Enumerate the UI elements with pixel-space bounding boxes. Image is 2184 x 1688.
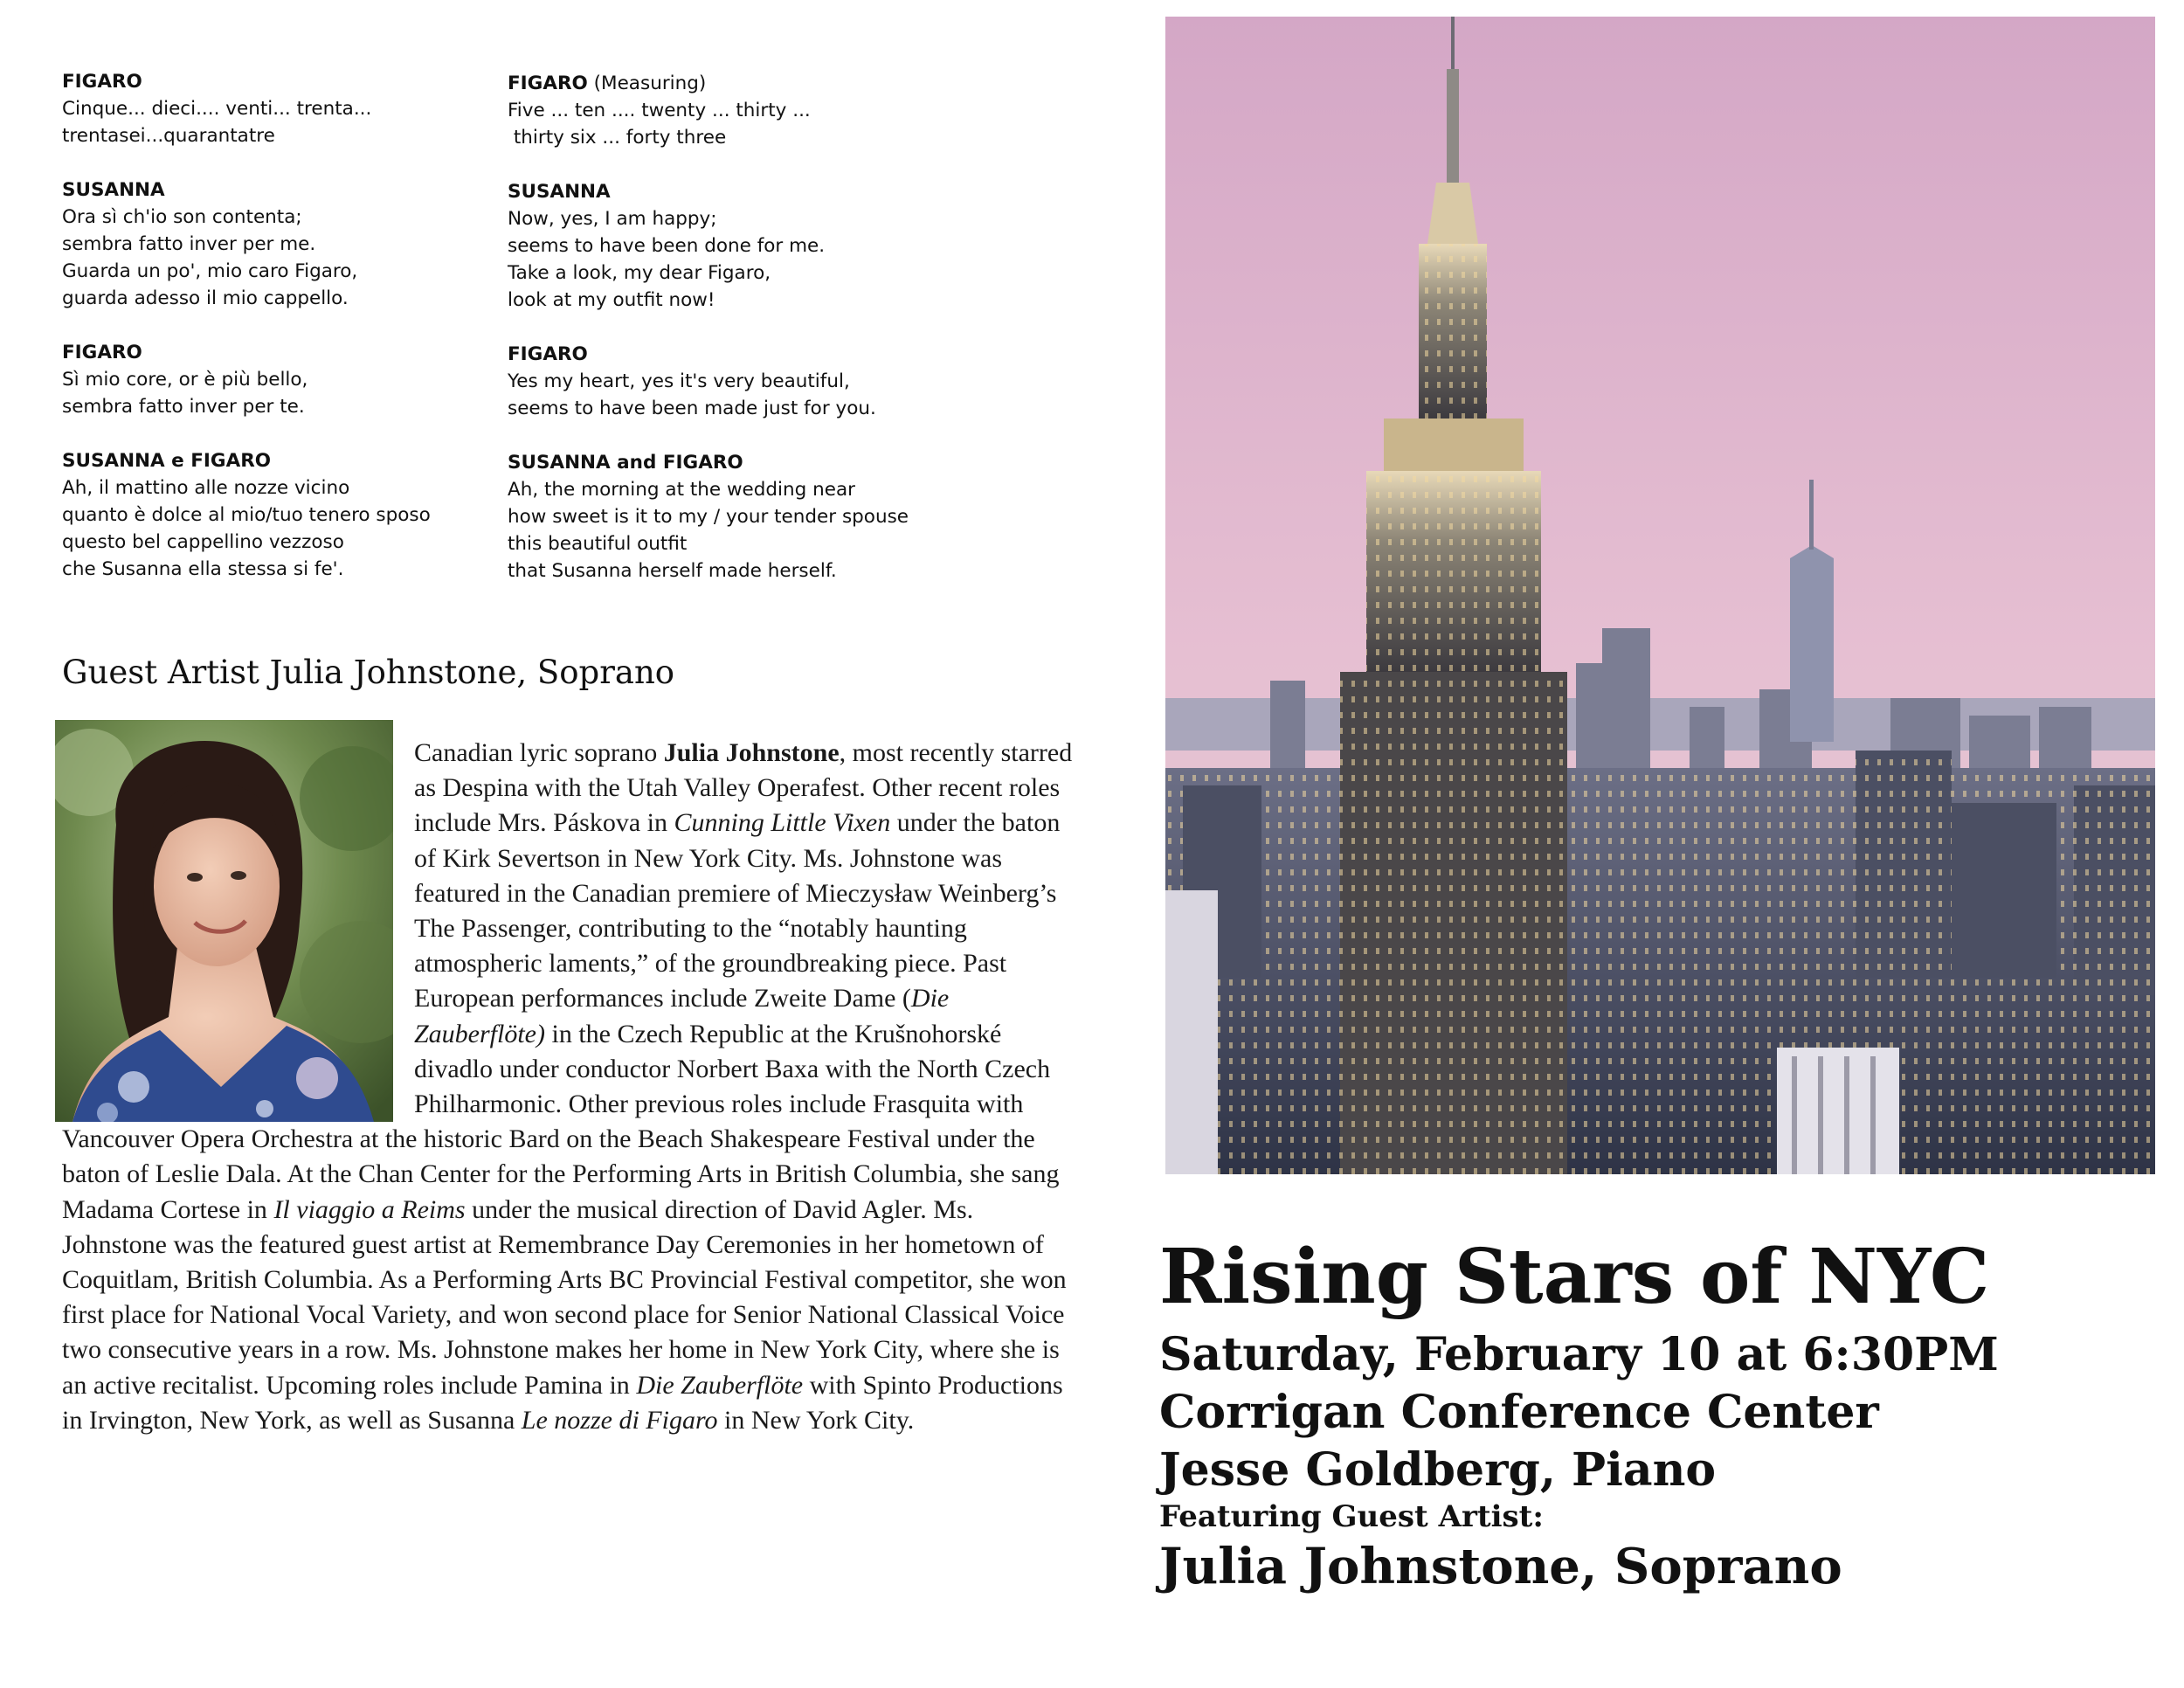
opera-title: Cunning Little Vixen — [674, 808, 891, 838]
english-lyrics-column — [508, 70, 962, 612]
lyric-stanza — [508, 70, 962, 151]
lyric-line: seems to have been made just for you. — [508, 398, 876, 419]
artist-name: Julia Johnstone — [663, 738, 840, 767]
lyric-line: that Susanna herself made herself. — [508, 560, 837, 582]
lyric-line: Take a look, my dear Figaro, — [508, 262, 771, 284]
speaker-name: SUSANNA — [62, 179, 165, 201]
lyric-line: guarda adesso il mio cappello. — [62, 287, 349, 309]
speaker-heading — [508, 70, 962, 97]
lyric-stanza — [62, 176, 481, 312]
lyric-line: trentasei...quarantatre — [62, 125, 275, 147]
city-skyline-photo — [1165, 17, 2155, 1174]
bio-text-run: under the baton of Kirk Severtson in New York City. Ms. Johnstone was featured in the Canadian premiere of Mieczysław Weinberg’s The Passenger, contributing to the “notably haunting atmospheric laments,” of the groundbreaking piece. Past European performances include Zweite Dame ( — [414, 808, 1061, 1013]
event-info — [1159, 1228, 1999, 1599]
opera-title: Die Zauberflöte) — [414, 984, 950, 1048]
lyric-line: Ah, il mattino alle nozze vicino — [62, 477, 350, 499]
speaker-name: SUSANNA e FIGARO — [62, 450, 272, 472]
italian-lyrics-column — [62, 68, 481, 610]
lyric-line: Yes my heart, yes it's very beautiful, — [508, 370, 850, 392]
lyric-line: Cinque... dieci.... venti... trenta... — [62, 98, 372, 120]
lyric-line: quanto è dolce al mio/tuo tenero sposo — [62, 504, 431, 526]
lyric-line: Ora sì ch'io son contenta; — [62, 206, 302, 228]
lyric-line: questo bel cappellino vezzoso — [62, 531, 344, 553]
lyric-stanza — [508, 341, 962, 422]
bio-heading: Guest Artist Julia Johnstone, Soprano — [62, 654, 675, 691]
bio-text-run: in New York City. — [717, 1405, 915, 1435]
speaker-name: FIGARO — [508, 73, 588, 94]
speaker-name: FIGARO — [62, 71, 142, 93]
lyric-line: Now, yes, I am happy; — [508, 208, 717, 230]
speaker-name: SUSANNA — [508, 181, 611, 203]
event-title: Rising Stars of NYC — [1159, 1233, 1990, 1321]
lyric-line: Sì mio core, or è più bello, — [62, 369, 308, 391]
lyric-line: how sweet is it to my / your tender spouse — [508, 506, 909, 528]
speaker-name: SUSANNA and FIGARO — [508, 452, 743, 474]
opera-title: Die Zauberflöte — [636, 1370, 804, 1400]
guest-artist: Julia Johnstone, Soprano — [1159, 1538, 1842, 1595]
lyric-stanza — [508, 449, 962, 585]
lyric-line: che Susanna ella stessa si fe'. — [62, 558, 344, 580]
lyric-stanza — [508, 178, 962, 314]
speaker-name: FIGARO — [508, 343, 588, 365]
lyric-line: thirty six ... forty three — [508, 127, 727, 149]
featuring-label: Featuring Guest Artist: — [1159, 1499, 1544, 1534]
lyric-line: Guarda un po', mio caro Figaro, — [62, 260, 358, 282]
event-pianist: Jesse Goldberg, Piano — [1159, 1443, 1717, 1497]
stage-direction: (Measuring) — [587, 73, 707, 94]
bio-text-run: with Spinto Productions in Irvington, New York, as well as Susanna — [62, 1370, 1063, 1435]
bio-paragraph — [62, 736, 1075, 1438]
lyric-line: this beautiful outfit — [508, 533, 688, 555]
lyric-line: Ah, the morning at the wedding near — [508, 479, 856, 501]
bio-text-run: in the Czech Republic at the Krušnohorské divadlo under conductor Norbert Baxa with the North Czech Philharmonic. Other previous roles include Frasquita with Vancouver Opera Orchestra at the historic Bard on the Beach Shakespeare Festival under the baton of Leslie Dala. At the Chan Center for the Performing Arts in British Columbia, she sang Madama Cortese in — [62, 1019, 1060, 1224]
lyric-line: sembra fatto inver per te. — [62, 396, 305, 418]
event-venue: Corrigan Conference Center — [1159, 1386, 1879, 1439]
opera-title: Le nozze di Figaro — [521, 1405, 718, 1435]
lyric-stanza — [62, 447, 481, 583]
lyric-line: look at my outfit now! — [508, 289, 715, 311]
bio-text-run: Canadian lyric soprano — [414, 738, 664, 767]
bio-text-run: under the musical direction of David Agler. Ms. Johnstone was the featured guest artist at Remembrance Day Ceremonies in her hometown of Coquitlam, British Columbia. As a Performing Arts BC Provincial Festival competitor, she won first place for National Vocal Variety, and won second place for Senior National Classical Voice two consecutive years in a row. Ms. Johnstone makes her home in New York City, where she is an active recitalist. Upcoming roles include Pamina in — [62, 1194, 1067, 1400]
lyric-line: sembra fatto inver per me. — [62, 233, 316, 255]
event-date: Saturday, February 10 at 6:30PM — [1159, 1328, 1999, 1381]
bio-text-run: , most recently starred as Despina with the Utah Valley Operafest. Other recent roles include Mrs. Páskova in — [414, 738, 1073, 838]
lyric-stanza — [62, 68, 481, 149]
lyric-stanza — [62, 339, 481, 420]
speaker-name: FIGARO — [62, 342, 142, 363]
lyric-line: seems to have been done for me. — [508, 235, 826, 257]
opera-title: Il viaggio a Reims — [273, 1194, 466, 1224]
lyric-line: Five ... ten .... twenty ... thirty ... — [508, 100, 811, 121]
